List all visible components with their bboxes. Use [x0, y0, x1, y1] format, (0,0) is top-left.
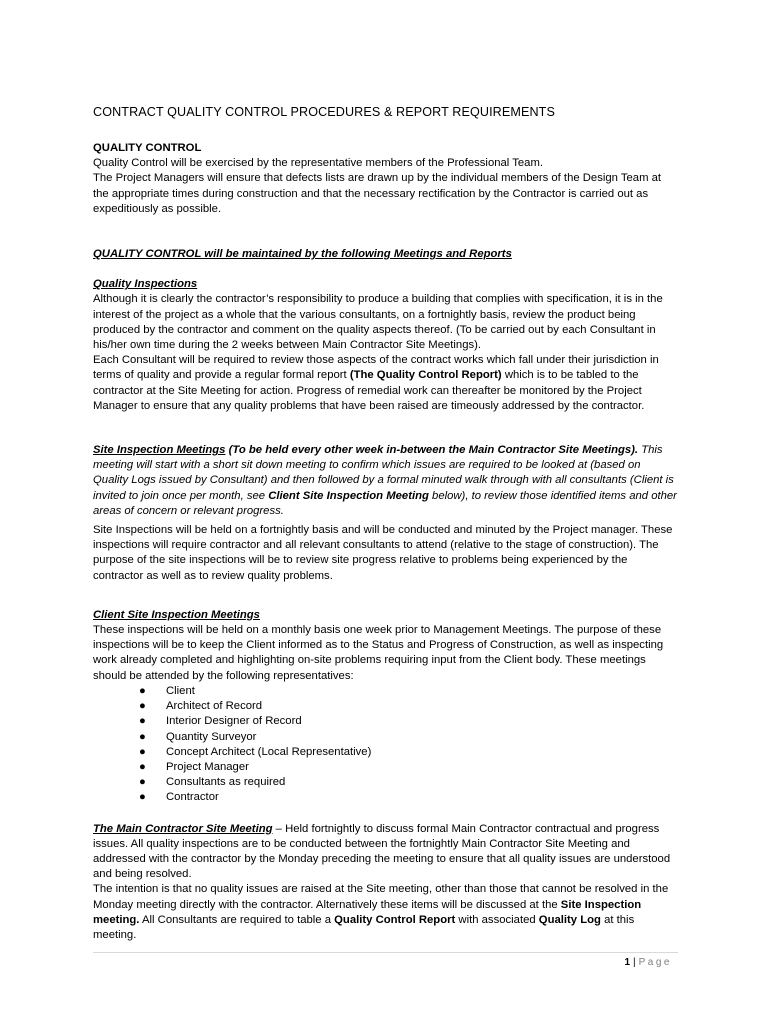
quality-inspections-section [93, 277, 678, 414]
quality-control-paragraph-1: Quality Control will be exercised by the representative members of the Professional Team. [93, 157, 543, 170]
qi-p2-text-a: Each Consultant will be required to review those aspects of the contract works which fall under their jurisdiction in terms of quality and provide a regular formal report [93, 354, 659, 382]
footer-divider [93, 952, 678, 953]
list-item: ● Interior Designer of Record [139, 714, 678, 729]
site-inspection-schedule-note: (To be held every other week in-between the Main Contractor Site Meetings). [225, 444, 639, 457]
quality-control-report-term: (The Quality Control Report) [349, 369, 502, 382]
page-separator: | [633, 957, 636, 968]
quality-control-paragraph-2: The Project Managers will ensure that defects lists are drawn up by the individual members of the Design Team at the appropriate times during construction and that the necessary rectification by the Contractor is carried out as expeditiously as possible. [93, 172, 662, 215]
main-contractor-paragraph-2: The intention is that no quality issues are raised at the Site meeting, other than those that cannot be resolved in the Monday meeting directly with the contractor. Alternatively these items will be discussed at the Site Inspection meeting. All Consultants are required to table a Quality Control Report with associated Quality Log at this meeting. [93, 883, 669, 941]
bullet-icon: ● [139, 776, 146, 789]
list-item: ● Concept Architect (Local Representative) [139, 745, 678, 760]
main-contractor-heading: The Main Contractor Site Meeting [93, 822, 273, 835]
client-site-inspection-heading: Client Site Inspection Meetings [93, 608, 260, 621]
maintained-heading: QUALITY CONTROL will be maintained by the following Meetings and Reports [93, 248, 512, 261]
page-number: 1 [624, 957, 631, 968]
quality-control-report-term: Quality Control Report [334, 913, 456, 926]
document-title: CONTRACT QUALITY CONTROL PROCEDURES & REPORT REQUIREMENTS [93, 105, 555, 119]
site-inspection-intro [93, 443, 678, 519]
list-item: ● Project Manager [139, 760, 678, 775]
client-site-inspection-section [93, 608, 678, 806]
client-site-inspection-paragraph: These inspections will be held on a monthly basis one week prior to Management Meetings. The purpose of these inspections will be to keep the Client informed as to the Status and Progress of Construction, as well as inspecting work already completed and highlighting on-site problems requiring input from the Client body. These meetings should be attended by the following representatives: [93, 624, 664, 682]
page-footer [624, 955, 672, 970]
page-label: Page [638, 957, 672, 968]
site-inspection-italic-a: This meeting will start with a short sit down meeting to confirm which issues are required to be looked at (based on Quality Logs issued by Consultant) and then followed by a formal minuted walk through with all consultants (Client is invited to join once per month, see [93, 444, 674, 502]
quality-inspections-heading: Quality Inspections [93, 278, 198, 291]
site-inspection-heading: Site Inspection Meetings [93, 444, 226, 457]
site-inspection-italic-b: below), to review those identified items and other areas of concern or relevant progress. [93, 489, 677, 517]
document-body [93, 104, 678, 943]
quality-inspections-paragraph-2 [93, 353, 678, 414]
list-item: ● Consultants as required [139, 775, 678, 790]
list-item: ● Contractor [139, 790, 678, 805]
site-inspection-meeting-term: Site Inspection meeting. [93, 898, 642, 926]
quality-inspections-paragraph-1: Although it is clearly the contractor’s responsibility to produce a building that complies with specification, it is in the interest of the project as a whole that the various consultants, on a fortnightly basis, review the product being produced by the contractor and comment on the quality aspects thereof. (To be carried out by each Consultant in his/her own time during the 2 weeks between Main Contractor Site Meetings). [93, 293, 663, 352]
list-item: ● Architect of Record [139, 699, 678, 714]
list-item: ● Quantity Surveyor [139, 730, 678, 745]
quality-control-heading: QUALITY CONTROL [93, 142, 202, 154]
bullet-icon: ● [139, 730, 146, 743]
main-contractor-meeting-section [93, 822, 678, 944]
client-site-inspection-reference: Client Site Inspection Meeting [268, 489, 429, 502]
site-inspection-meetings-section [93, 443, 678, 584]
bullet-icon: ● [139, 760, 146, 773]
site-inspection-paragraph-2: Site Inspections will be held on a fortnightly basis and will be conducted and minuted by the Project manager. These inspections will require contractor and all relevant consultants to attend (relative to the stage of construction). The purpose of the site inspections will be to review site progress relative to problems being experienced by the contractor as well as to review quality problems. [93, 524, 673, 582]
bullet-icon: ● [139, 791, 146, 804]
quality-log-term: Quality Log [538, 913, 601, 926]
attendee-list [93, 684, 678, 806]
bullet-icon: ● [139, 700, 146, 713]
quality-control-section [93, 141, 678, 217]
main-contractor-text-1: – Held fortnightly to discuss formal Main Contractor contractual and progress issues. All quality inspections are to be conducted between the fortnightly Main Contractor Site Meeting and addressed with the contractor by the Monday preceding the meeting to ensure that all quality issues are understood and being resolved. [93, 822, 671, 881]
main-contractor-paragraph-1 [93, 822, 678, 883]
bullet-icon: ● [139, 745, 146, 758]
bullet-icon: ● [139, 684, 146, 697]
qi-p2-text-c: which is to be tabled to the contractor at the Site Meeting for action. Progress of remedial work can thereafter be monitored by the Project Manager to ensure that any quality problems that have been raised are timeously addressed by the contractor. [93, 369, 645, 412]
bullet-icon: ● [139, 715, 146, 728]
list-item: ● Client [139, 684, 678, 699]
